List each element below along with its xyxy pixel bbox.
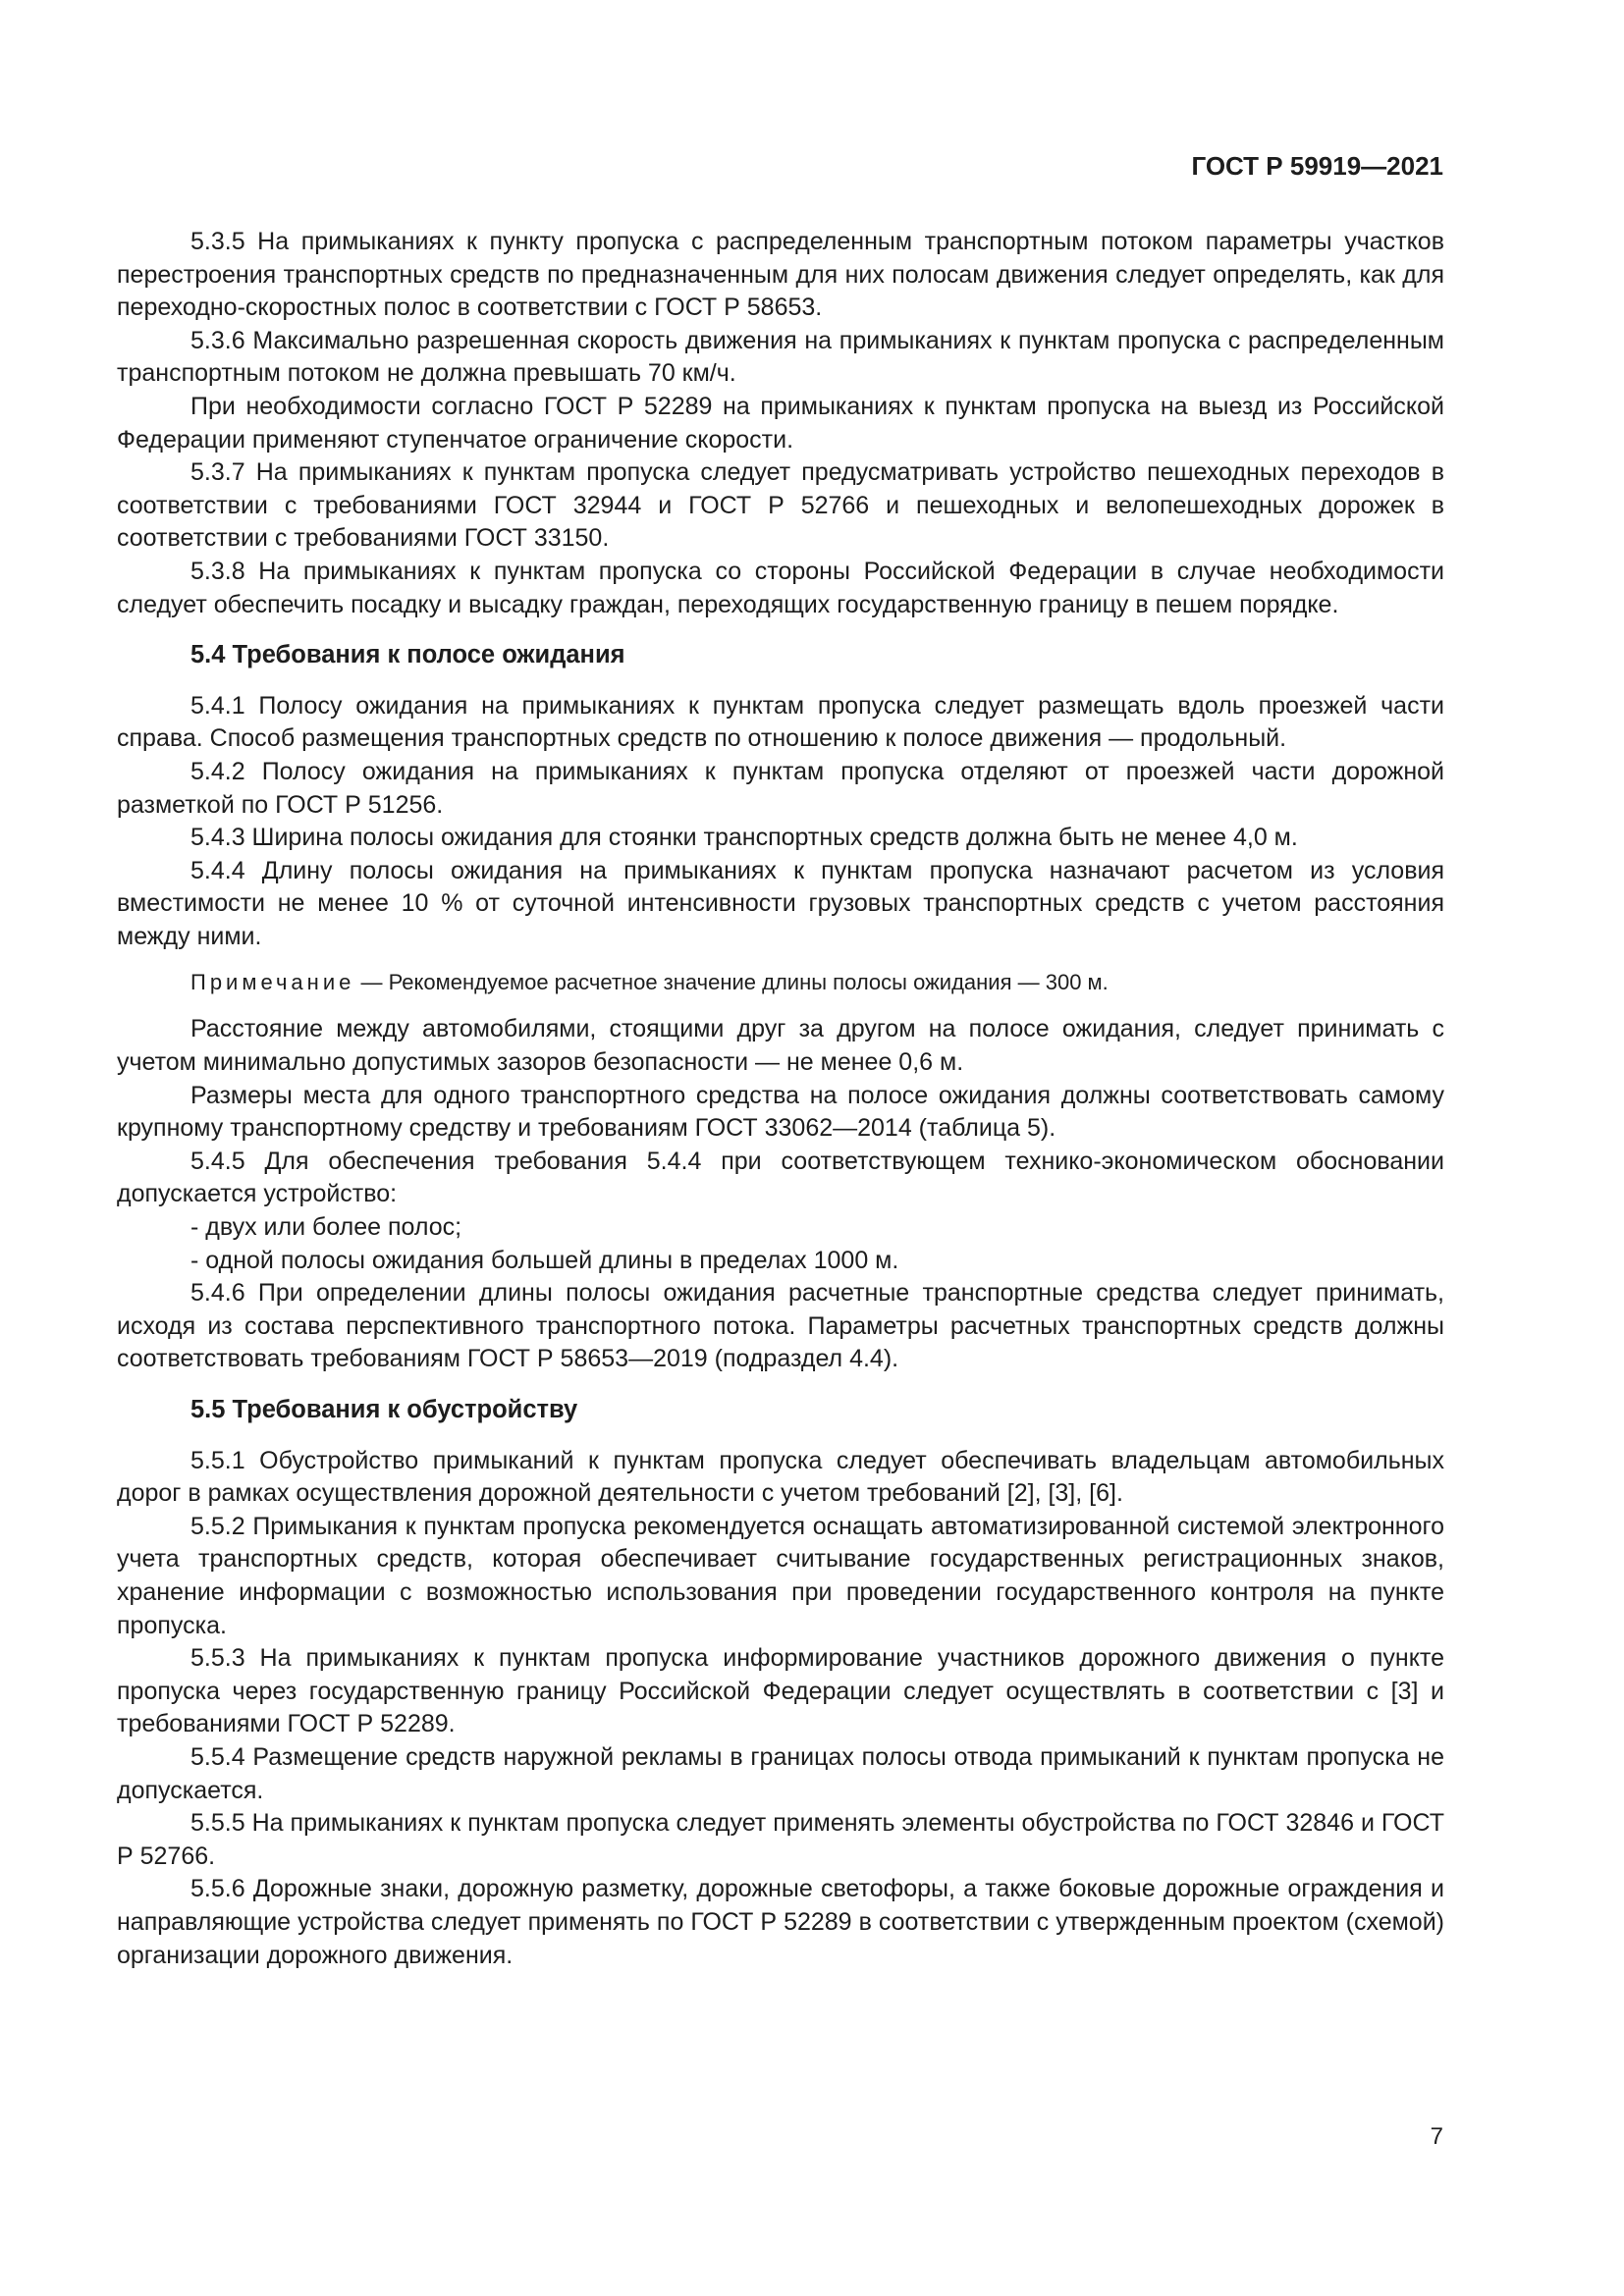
list-item-one-lane: - одной полосы ожидания большей длины в пределах 1000 м.	[190, 1246, 899, 1274]
note-label: Примечание	[190, 970, 355, 995]
document-code: ГОСТ Р 59919—2021	[1191, 151, 1443, 181]
document-body	[117, 226, 1444, 1972]
paragraph-vehicle-distance: Расстояние между автомобилями, стоящими друг за другом на полосе ожидания, следует принимать с учетом минимально допустимых зазоров безопасности — не менее 0,6 м.	[117, 1015, 1444, 1077]
paragraph-5-4-6: 5.4.6 При определении длины полосы ожидания расчетные транспортные средства следует принимать, исходя из состава перспективного транспортного потока. Параметры расчетных транспортных средств должны соответствовать требованиям ГОСТ Р 58653—2019 (подраздел 4.4).	[117, 1279, 1444, 1373]
page-number: 7	[1430, 2123, 1443, 2150]
paragraph-5-3-5: 5.3.5 На примыканиях к пункту пропуска с распределенным транспортным потоком параметры участков перестроения транспортных средств по предназначенным для них полосам движения следует определять, как для переходно-скоростных полос в соответствии с ГОСТ Р 58653.	[117, 228, 1444, 322]
paragraph-5-5-6: 5.5.6 Дорожные знаки, дорожную разметку, дорожные светофоры, а также боковые дорожные ограждения и направляющие устройства следует применять по ГОСТ Р 52289 в соответствии с утвержденным проектом (схемой) организации дорожного движения.	[117, 1875, 1444, 1969]
paragraph-5-5-3: 5.5.3 На примыканиях к пунктам пропуска информирование участников дорожного движения о пункте пропуска через государственную границу Российской Федерации следует осуществлять в соответствии с [3] и требованиями ГОСТ Р 52289.	[117, 1644, 1444, 1738]
section-heading-5-5: 5.5 Требования к обустройству	[190, 1396, 578, 1423]
paragraph-5-4-3: 5.4.3 Ширина полосы ожидания для стоянки транспортных средств должна быть не менее 4,0 м.	[190, 824, 1298, 852]
paragraph-place-size: Размеры места для одного транспортного средства на полосе ожидания должны соответствовать самому крупному транспортному средству и требованиям ГОСТ 33062—2014 (таблица 5).	[117, 1081, 1444, 1143]
paragraph-5-4-4: 5.4.4 Длину полосы ожидания на примыканиях к пунктам пропуска назначают расчетом из условия вместимости не менее 10 % от суточной интенсивности грузовых транспортных средств с учетом расстояния между ними.	[117, 856, 1444, 950]
paragraph-5-4-2: 5.4.2 Полосу ожидания на примыканиях к пунктам пропуска отделяют от проезжей части дорожной разметкой по ГОСТ Р 51256.	[117, 757, 1444, 819]
paragraph-speed-limit: При необходимости согласно ГОСТ Р 52289 на примыканиях к пунктам пропуска на выезд из Российской Федерации применяют ступенчатое ограничение скорости.	[117, 392, 1444, 454]
paragraph-5-3-6: 5.3.6 Максимально разрешенная скорость движения на примыканиях к пунктам пропуска с распределенным транспортным потоком не должна превышать 70 км/ч.	[117, 326, 1444, 388]
paragraph-5-3-7: 5.3.7 На примыканиях к пунктам пропуска следует предусматривать устройство пешеходных переходов в соответствии с требованиями ГОСТ 32944 и ГОСТ Р 52766 и пешеходных и велопешеходных дорожек в соответствии с требованиями ГОСТ 33150.	[117, 458, 1444, 553]
section-heading-5-4: 5.4 Требования к полосе ожидания	[190, 641, 625, 669]
list-item-two-lanes: - двух или более полос;	[190, 1213, 462, 1242]
note-text: — Рекомендуемое расчетное значение длины полосы ожидания — 300 м.	[354, 970, 1109, 995]
note	[117, 968, 1444, 997]
paragraph-5-5-1: 5.5.1 Обустройство примыканий к пунктам пропуска следует обеспечивать владельцам автомобильных дорог в рамках осуществления дорожной деятельности с учетом требований [2], [3], [6].	[117, 1446, 1444, 1508]
paragraph-5-5-2: 5.5.2 Примыкания к пунктам пропуска рекомендуется оснащать автоматизированной системой электронного учета транспортных средств, которая обеспечивает считывание государственных регистрационных знаков, хранение информации с возможностью использования при проведении государственного контроля на пункте пропуска.	[117, 1512, 1444, 1639]
paragraph-5-3-8: 5.3.8 На примыканиях к пунктам пропуска со стороны Российской Федерации в случае необходимости следует обеспечить посадку и высадку граждан, переходящих государственную границу в пешем порядке.	[117, 557, 1444, 618]
paragraph-5-4-5: 5.4.5 Для обеспечения требования 5.4.4 при соответствующем технико-экономическом обосновании допускается устройство:	[117, 1147, 1444, 1208]
paragraph-5-4-1: 5.4.1 Полосу ожидания на примыканиях к пунктам пропуска следует размещать вдоль проезжей части справа. Способ размещения транспортных средств по отношению к полосе движения — продольный.	[117, 691, 1444, 753]
paragraph-5-5-5: 5.5.5 На примыканиях к пунктам пропуска следует применять элементы обустройства по ГОСТ 32846 и ГОСТ Р 52766.	[117, 1809, 1444, 1870]
paragraph-5-5-4: 5.5.4 Размещение средств наружной рекламы в границах полосы отвода примыканий к пунктам пропуска не допускается.	[117, 1742, 1444, 1804]
